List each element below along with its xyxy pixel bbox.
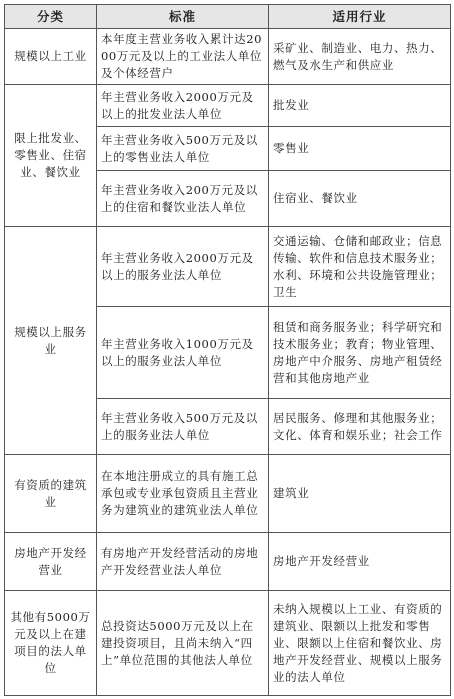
- table-row: [5, 455, 451, 533]
- header-industry: 适用行业: [269, 5, 451, 29]
- category-cell: 限上批发业、零售业、住宿业、餐饮业: [5, 85, 97, 227]
- standard-cell: 年主营业务收入200万元及以上的住宿和餐饮业法人单位: [97, 171, 269, 227]
- industry-cell: 零售业: [269, 127, 451, 171]
- industry-cell: 批发业: [269, 85, 451, 127]
- standard-cell: 本年度主营业务收入累计达2000万元及以上的工业法人单位及个体经营户: [97, 29, 269, 85]
- industry-cell: 采矿业、制造业、电力、热力、燃气及水生产和供应业: [269, 29, 451, 85]
- industry-cell: 未纳入规模以上工业、有资质的建筑业、限额以上批发和零售业、限额以上住宿和餐饮业、房地产开发经营业、规模以上服务业的法人单位: [269, 591, 451, 696]
- standard-cell: 年主营业务收入500万元及以上的零售业法人单位: [97, 127, 269, 171]
- standard-cell: 年主营业务收入500万元及以上的服务业法人单位: [97, 399, 269, 455]
- table-row: [5, 85, 451, 127]
- table-row: [5, 533, 451, 591]
- standard-cell: 年主营业务收入2000万元及以上的批发业法人单位: [97, 85, 269, 127]
- header-standard: 标准: [97, 5, 269, 29]
- header-row: [5, 5, 451, 29]
- industry-cell: 居民服务、修理和其他服务业；文化、体育和娱乐业；社会工作: [269, 399, 451, 455]
- table-row: [5, 29, 451, 85]
- standard-cell: 在本地注册成立的具有施工总承包或专业承包资质且主营业务为建筑业的建筑业法人单位: [97, 455, 269, 533]
- industry-cell: 房地产开发经营业: [269, 533, 451, 591]
- industry-cell: 建筑业: [269, 455, 451, 533]
- standard-cell: 有房地产开发经营活动的房地产开发经营业法人单位: [97, 533, 269, 591]
- category-cell: 规模以上服务业: [5, 227, 97, 455]
- industry-cell: 租赁和商务服务业；科学研究和技术服务业；教育；物业管理、房地产中介服务、房地产租赁经营和其他房地产业: [269, 307, 451, 399]
- table-row: [5, 227, 451, 307]
- category-cell: 规模以上工业: [5, 29, 97, 85]
- standard-cell: 年主营业务收入2000万元及以上的服务业法人单位: [97, 227, 269, 307]
- category-cell: 其他有5000万元及以上在建项目的法人单位: [5, 591, 97, 696]
- industry-cell: 交通运输、仓储和邮政业；信息传输、软件和信息技术服务业；水利、环境和公共设施管理业；卫生: [269, 227, 451, 307]
- category-cell: 房地产开发经营业: [5, 533, 97, 591]
- classification-table: [4, 4, 451, 696]
- standard-cell: 总投资达5000万元及以上在建投资项目，且尚未纳入“四上”单位范围的其他法人单位: [97, 591, 269, 696]
- industry-cell: 住宿业、餐饮业: [269, 171, 451, 227]
- standard-cell: 年主营业务收入1000万元及以上的服务业法人单位: [97, 307, 269, 399]
- category-cell: 有资质的建筑业: [5, 455, 97, 533]
- table-row: [5, 591, 451, 696]
- header-category: 分类: [5, 5, 97, 29]
